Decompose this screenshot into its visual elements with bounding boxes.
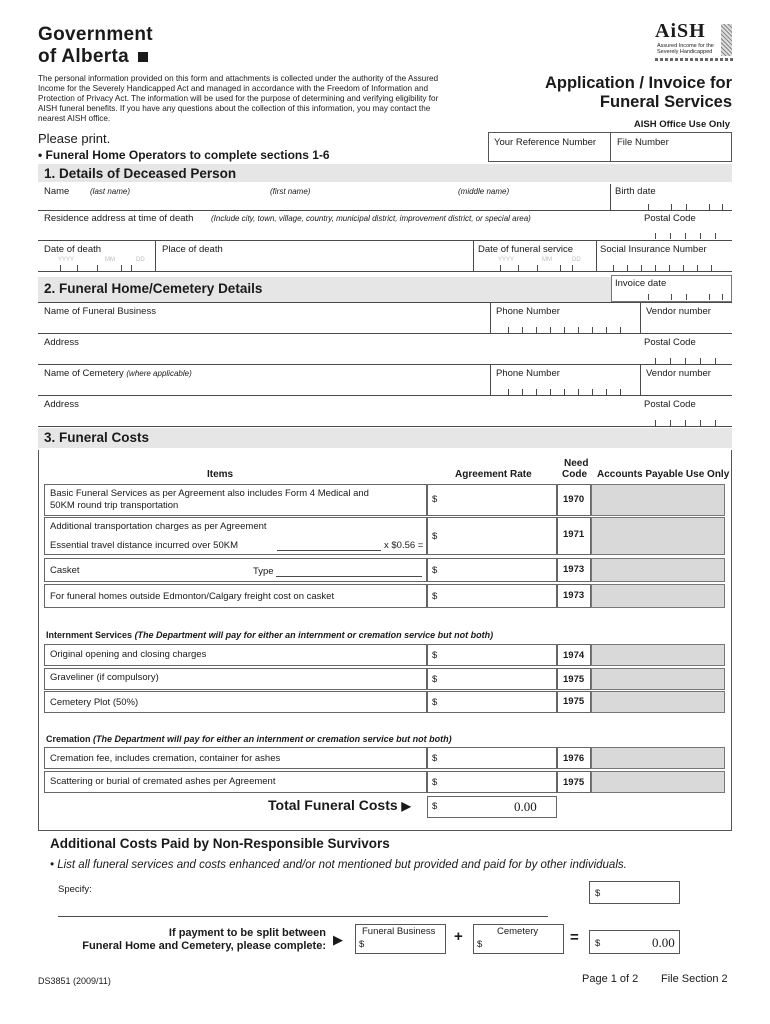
specify-input-line[interactable] <box>58 916 548 917</box>
total-funeral-costs-field[interactable] <box>427 796 557 818</box>
equals-sign: = <box>570 929 579 946</box>
privacy-line: The personal information provided on this form and attachments is collected under the authority of the Assured <box>38 74 439 83</box>
cemetery-address-field[interactable] <box>38 396 638 426</box>
arrow-right-icon: ▶ <box>333 932 343 947</box>
item-text: Essential travel distance incurred over 50KM <box>50 540 238 551</box>
dollar-sign: $ <box>477 939 483 950</box>
cremation-heading <box>46 734 452 744</box>
name-label: Name <box>44 186 70 197</box>
dollar-sign: $ <box>432 565 438 576</box>
freight-rate-input[interactable] <box>427 584 557 608</box>
ap-cell <box>591 668 725 690</box>
cremation-title: Cremation <box>46 734 91 744</box>
row-line <box>38 426 732 427</box>
cemetery-hint: (where applicable) <box>126 369 192 378</box>
col-rate: Agreement Rate <box>455 469 532 480</box>
file-number-label: File Number <box>617 137 669 148</box>
gov-line1: Government <box>38 24 153 45</box>
cremation-note: (The Department will pay for either an internment or cremation service but not both) <box>93 734 452 744</box>
date-of-service-label: Date of funeral service <box>478 244 574 255</box>
item-text: Cremation fee, includes cremation, container for ashes <box>50 753 281 764</box>
residence-label: Residence address at time of death <box>44 213 194 224</box>
business-name-field[interactable] <box>38 303 490 333</box>
residence-field[interactable] <box>38 211 638 240</box>
business-postal-field[interactable] <box>640 334 732 364</box>
section2-title: 2. Funeral Home/Cemetery Details <box>44 281 263 296</box>
dollar-sign: $ <box>432 777 438 788</box>
ap-cell <box>591 484 725 516</box>
cemetery-vendor-field[interactable] <box>641 365 732 395</box>
dollar-sign: $ <box>595 938 601 949</box>
cemetery-phone-field[interactable] <box>491 365 639 395</box>
aish-sub1: Assured Income for the <box>657 43 714 49</box>
plus-sign: + <box>454 928 463 945</box>
dollar-sign: $ <box>432 801 438 812</box>
dollar-sign: $ <box>359 939 365 950</box>
code-1975: 1975 <box>563 777 585 788</box>
postal-tick <box>715 233 716 239</box>
form-title-1: Application / Invoice for <box>544 74 732 92</box>
internment-heading <box>46 630 493 640</box>
code-1970: 1970 <box>563 494 585 505</box>
form-title-2: Funeral Services <box>599 93 732 111</box>
item-text: Original opening and closing charges <box>50 649 207 660</box>
date-tick <box>722 294 723 300</box>
dollar-sign: $ <box>432 753 438 764</box>
dollar-sign: $ <box>432 591 438 602</box>
code-1975: 1975 <box>563 674 585 685</box>
cremation-fee-input[interactable] <box>427 747 557 769</box>
ap-cell <box>591 584 725 608</box>
code-1975: 1975 <box>563 696 585 707</box>
arrow-right-icon: ▶ <box>401 799 411 813</box>
date-tick <box>671 294 672 300</box>
split-line2: Funeral Home and Cemetery, please complete: <box>82 940 326 952</box>
address-label: Address <box>44 337 79 348</box>
vendor-label: Vendor number <box>646 368 711 379</box>
total-label <box>268 797 411 813</box>
additional-note: • List all funeral services and costs enhanced and/or not mentioned but provided and paid for by other individuals. <box>50 859 627 871</box>
row-line <box>38 271 732 272</box>
please-print: Please print. <box>38 131 111 146</box>
casket-rate-input[interactable] <box>427 558 557 582</box>
item-text: Basic Funeral Services as per Agreement also includes Form 4 Medical and <box>50 488 369 499</box>
dollar-sign: $ <box>432 674 438 685</box>
postal-tick <box>670 233 671 239</box>
item-text: Additional transportation charges as per Agreement <box>50 521 267 532</box>
privacy-line: Income for the Severely Handicapped Act and managed in accordance with the Freedom of Information and <box>38 84 429 93</box>
total-value: 0.00 <box>514 799 537 814</box>
operators-note: • Funeral Home Operators to complete sections 1-6 <box>38 148 330 162</box>
funeral-business-label: Funeral Business <box>362 926 436 937</box>
business-vendor-field[interactable] <box>641 303 732 333</box>
ap-cell <box>591 558 725 582</box>
gov-line2-text: of Alberta <box>38 46 129 67</box>
ap-cell <box>591 691 725 713</box>
col-items: Items <box>207 469 234 480</box>
cemetery-label: Cemetery <box>497 926 539 937</box>
split-total-value: 0.00 <box>652 935 675 950</box>
opening-rate-input[interactable] <box>427 644 557 666</box>
code-1971: 1971 <box>563 529 585 540</box>
cemetery-name-field[interactable] <box>38 365 490 395</box>
dd-hint: DD <box>572 257 581 263</box>
business-address-field[interactable] <box>38 334 638 364</box>
postal-code-label: Postal Code <box>644 213 696 224</box>
cemetery-name-text: Name of Cemetery <box>44 368 124 379</box>
item-text: Graveliner (if compulsory) <box>50 672 159 683</box>
distance-input-line[interactable] <box>277 550 381 551</box>
scattering-rate-input[interactable] <box>427 771 557 793</box>
item-text: 50KM round trip transportation <box>50 500 179 511</box>
dollar-sign: $ <box>432 494 438 505</box>
phone-label: Phone Number <box>496 368 560 379</box>
code-1973: 1973 <box>563 564 585 575</box>
transport-rate-input[interactable] <box>427 517 557 555</box>
privacy-line: AISH funeral benefits. If you have any questions about the collection of this information, you may contact the <box>38 104 431 113</box>
postal-code-label: Postal Code <box>644 399 696 410</box>
privacy-line: Protection of Privacy Act. The information will be used for the purpose of determining and verifying eligibility for <box>38 94 439 103</box>
section3-title: 3. Funeral Costs <box>44 430 150 445</box>
form-id: DS3851 (2009/11) <box>38 976 111 986</box>
date-tick <box>648 294 649 300</box>
dd-hint: DD <box>136 257 145 263</box>
casket-type-input-line[interactable] <box>276 576 422 577</box>
invoice-date-label: Invoice date <box>615 278 667 289</box>
cemetery-postal-field[interactable] <box>640 396 732 426</box>
residence-hint: (Include city, town, village, country, municipal district, improvement district, or special area) <box>211 214 531 223</box>
last-name-hint: (last name) <box>90 187 131 196</box>
item-text: Scattering or burial of cremated ashes per Agreement <box>50 776 276 787</box>
item-text: Cemetery Plot (50%) <box>50 697 139 708</box>
page-number: Page 1 of 2 <box>582 973 639 985</box>
code-1976: 1976 <box>563 753 585 764</box>
vendor-label: Vendor number <box>646 306 711 317</box>
postal-code-label: Postal Code <box>644 337 696 348</box>
specify-label: Specify: <box>58 884 92 895</box>
code-1974: 1974 <box>563 650 585 661</box>
plot-rate-input[interactable] <box>427 691 557 713</box>
gov-square-icon <box>138 52 148 62</box>
date-of-death-label: Date of death <box>44 244 102 255</box>
name-field[interactable] <box>38 184 610 210</box>
item-cell <box>44 558 427 582</box>
middle-name-hint: (middle name) <box>458 187 510 196</box>
rate-multiplier: x $0.56 = <box>384 540 424 551</box>
col-need: Need <box>564 458 589 469</box>
aish-sub2: Severely Handicapped <box>657 49 713 55</box>
aish-logo-text: AiSH <box>655 20 706 42</box>
total-label-text: Total Funeral Costs <box>268 797 398 813</box>
ap-cell <box>591 517 725 555</box>
postal-tick <box>655 233 656 239</box>
additional-amount-field[interactable] <box>589 881 680 904</box>
place-of-death-field[interactable] <box>156 241 472 271</box>
yyyy-hint: YYYY <box>58 257 75 263</box>
internment-note: (The Department will pay for either an internment or cremation service but not both) <box>134 630 494 640</box>
business-name-label: Name of Funeral Business <box>44 306 156 317</box>
col-ap: Accounts Payable Use Only <box>597 469 730 480</box>
internment-title: Internment Services <box>46 630 133 640</box>
dollar-sign: $ <box>595 888 601 899</box>
file-section: File Section 2 <box>661 973 728 985</box>
dollar-sign: $ <box>432 697 438 708</box>
graveliner-rate-input[interactable] <box>427 668 557 690</box>
privacy-notice <box>38 74 478 124</box>
business-phone-field[interactable] <box>491 303 639 333</box>
item-text: For funeral homes outside Edmonton/Calgary freight cost on casket <box>50 591 335 602</box>
item-text: Casket <box>50 565 80 576</box>
aish-dots <box>655 58 733 61</box>
ap-cell <box>591 644 725 666</box>
code-1973: 1973 <box>563 590 585 601</box>
sin-label: Social Insurance Number <box>600 244 707 255</box>
postal-tick <box>700 233 701 239</box>
address-label: Address <box>44 399 79 410</box>
yyyy-hint: YYYY <box>498 257 515 263</box>
date-of-service-field[interactable] <box>474 241 594 271</box>
split-line1: If payment to be split between <box>168 927 326 939</box>
mm-hint: MM <box>105 257 115 263</box>
dollar-sign: $ <box>432 531 438 542</box>
ap-cell <box>591 747 725 769</box>
ap-cell <box>591 771 725 793</box>
residence-postal-field[interactable] <box>640 211 732 240</box>
date-tick <box>686 294 687 300</box>
your-ref-label: Your Reference Number <box>494 137 597 148</box>
office-use-label: AISH Office Use Only <box>633 119 730 130</box>
gov-line2 <box>38 46 148 68</box>
first-name-hint: (first name) <box>270 187 311 196</box>
phone-label: Phone Number <box>496 306 560 317</box>
section1-title: 1. Details of Deceased Person <box>44 166 237 181</box>
type-label: Type <box>253 566 274 577</box>
privacy-line: nearest AISH office. <box>38 114 111 123</box>
aish-pattern <box>721 24 732 56</box>
date-of-death-field[interactable] <box>38 241 154 271</box>
postal-tick <box>685 233 686 239</box>
date-tick <box>709 294 710 300</box>
col-code: Code <box>562 469 587 480</box>
birth-date-label: Birth date <box>615 186 656 197</box>
mm-hint: MM <box>542 257 552 263</box>
aish-logo <box>655 22 733 58</box>
additional-title: Additional Costs Paid by Non-Responsible Survivors <box>50 836 390 851</box>
dollar-sign: $ <box>432 650 438 661</box>
place-of-death-label: Place of death <box>162 244 223 255</box>
basic-services-rate-input[interactable] <box>427 484 557 516</box>
